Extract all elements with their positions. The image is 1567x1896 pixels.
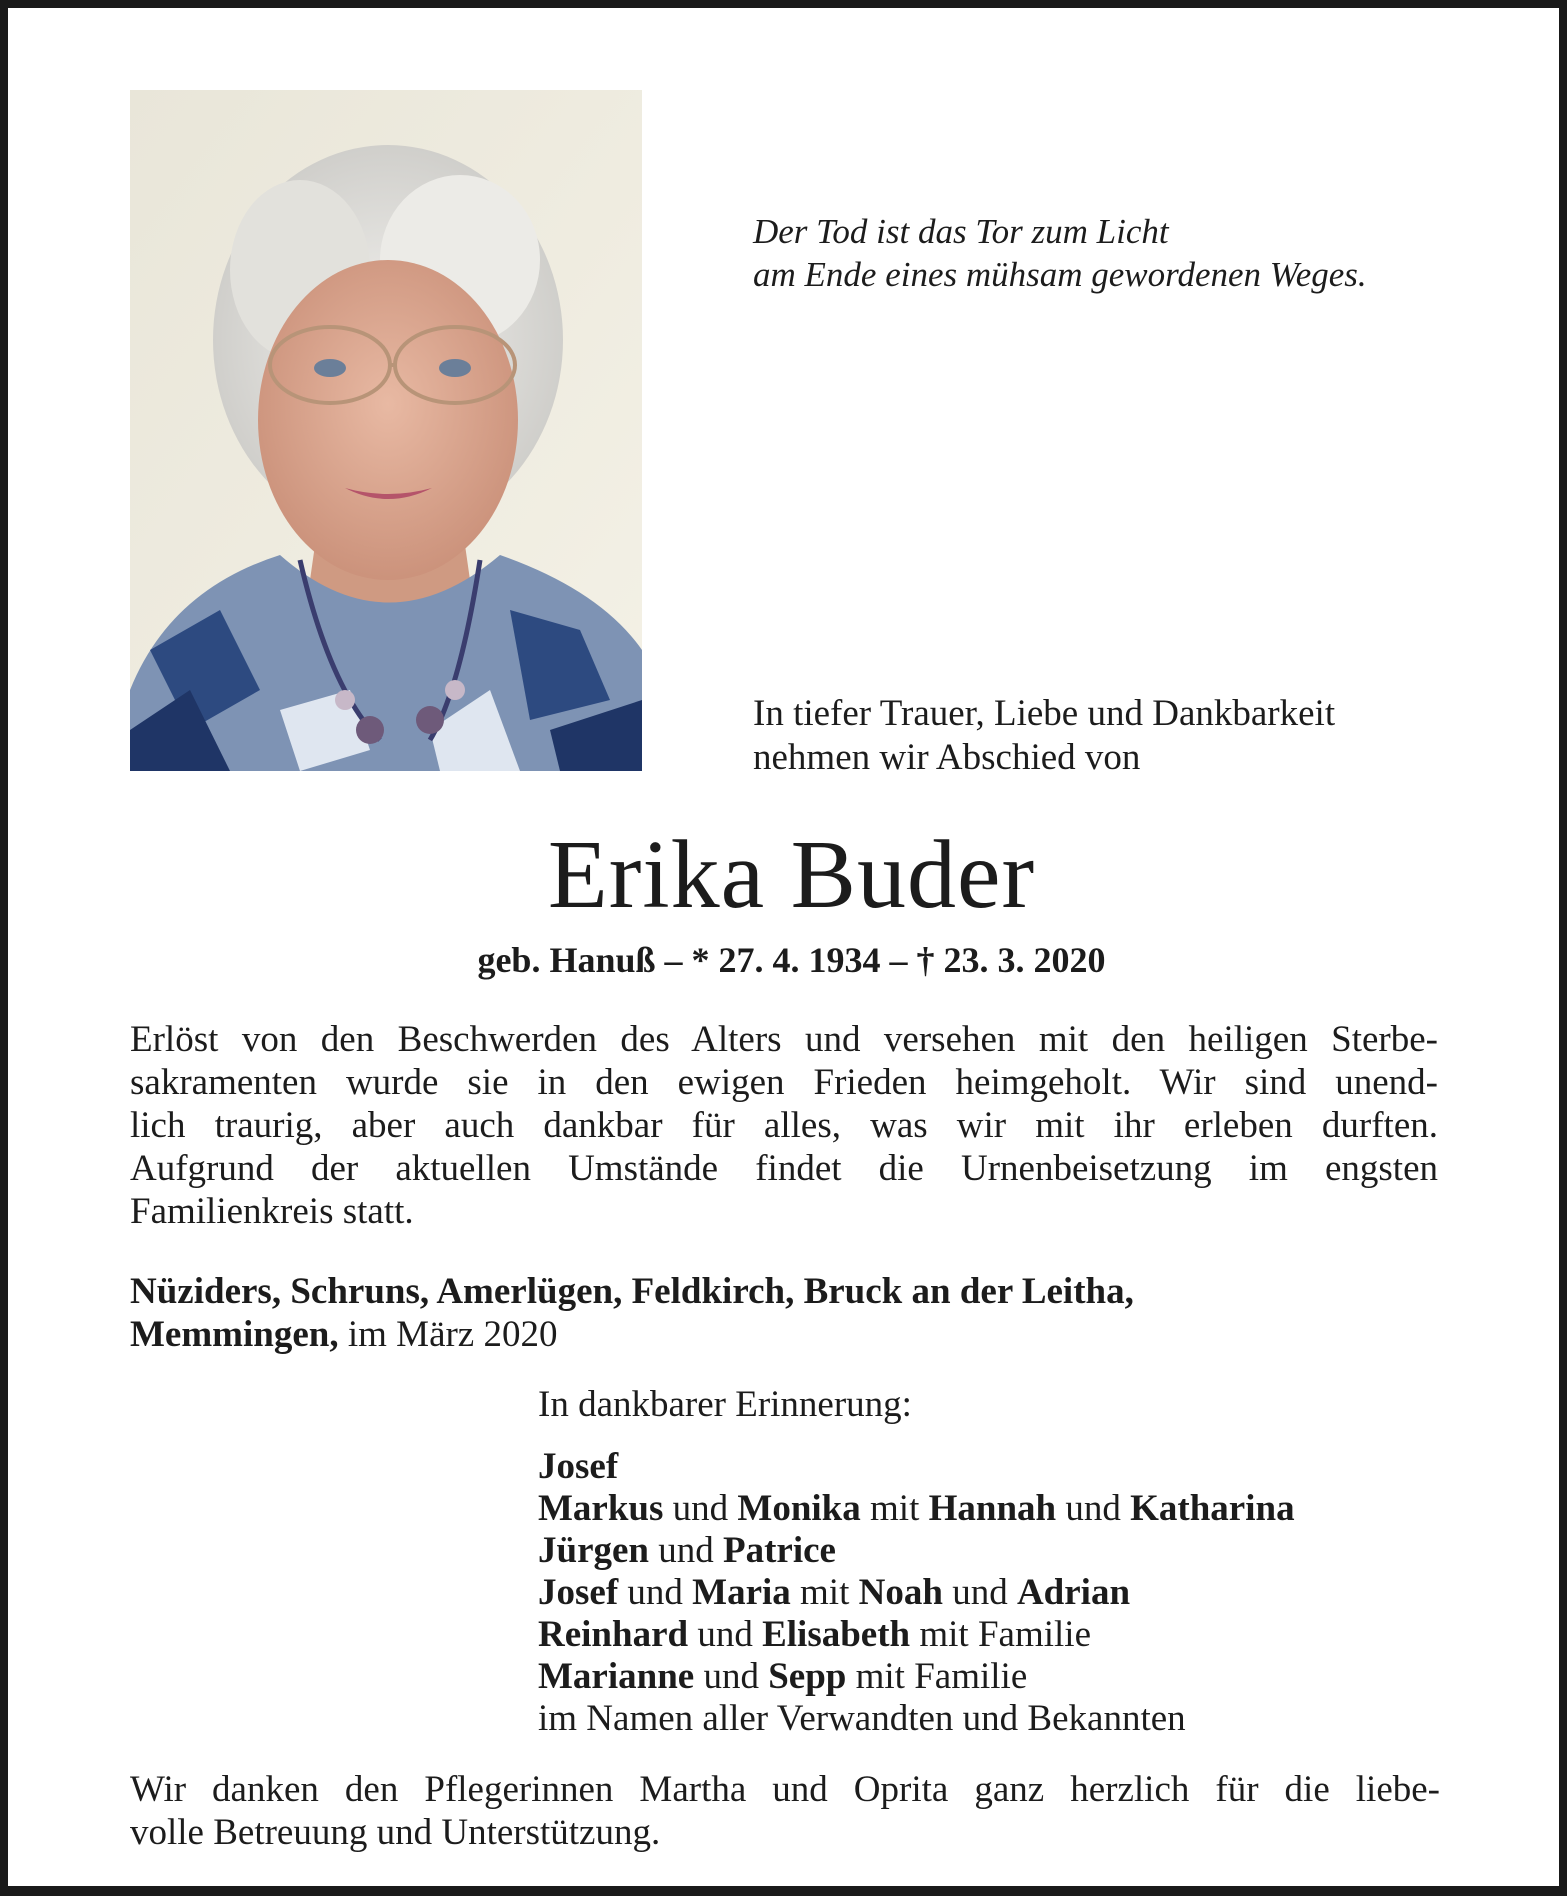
deceased-name: Erika Buder: [547, 821, 1036, 929]
family-connector: mit: [790, 1572, 859, 1613]
intro-text: [753, 692, 1335, 780]
family-list: [538, 1384, 1295, 1740]
family-member: Maria: [692, 1572, 791, 1613]
places-line-1: Nüziders, Schruns, Amerlügen, Feldkirch, Bruck an der Leitha,: [130, 1271, 1134, 1312]
intro-line-2: nehmen wir Abschied von: [753, 737, 1141, 778]
body-line-2: sakramenten wurde sie in den ewigen Frieden heimgeholt. Wir sind unend-: [130, 1062, 1438, 1103]
family-connector: mit Familie: [910, 1614, 1092, 1655]
family-connector: und: [618, 1572, 693, 1613]
motto-line-2: am Ende eines mühsam gewordenen Weges.: [753, 255, 1367, 294]
intro-line-1: In tiefer Trauer, Liebe und Dankbarkeit: [753, 693, 1336, 734]
deceased-dates: geb. Hanuß – * 27. 4. 1934 – † 23. 3. 2020: [477, 940, 1106, 980]
body-line-4: Aufgrund der aktuellen Umstände findet die Urnenbeisetzung im engsten: [130, 1148, 1438, 1189]
family-member: Sepp: [768, 1656, 847, 1697]
family-row-7: im Namen aller Verwandten und Bekannten: [538, 1698, 1186, 1739]
family-member: Elisabeth: [762, 1614, 911, 1655]
body-line-3: lich traurig, aber auch dankbar für alles, was wir mit ihr erleben durften.: [130, 1105, 1438, 1146]
thanks-line-1: Wir danken den Pflegerinnen Martha und Oprita ganz herzlich für die liebe-: [130, 1769, 1440, 1810]
family-member: Adrian: [1016, 1572, 1131, 1613]
body-paragraph: [130, 1018, 1438, 1233]
family-row-1: [538, 1446, 1295, 1488]
family-connector: und: [649, 1530, 723, 1571]
family-row-5: [538, 1614, 1295, 1656]
thanks-line-2: volle Betreuung und Unterstützung.: [130, 1812, 661, 1853]
body-line-5: Familienkreis statt.: [130, 1191, 414, 1232]
family-row-3: [538, 1530, 1295, 1572]
places-and-date: [130, 1270, 1460, 1356]
obituary-page: [8, 8, 1559, 1886]
family-label: In dankbarer Erinnerung:: [538, 1384, 912, 1425]
family-connector: und: [942, 1572, 1017, 1613]
family-row-6: [538, 1656, 1295, 1698]
family-connector: und: [663, 1488, 738, 1529]
family-connector: mit Familie: [846, 1656, 1028, 1697]
places-line-2-date: im März 2020: [338, 1314, 558, 1355]
family-member: Katharina: [1130, 1488, 1295, 1529]
family-row-2: [538, 1488, 1295, 1530]
family-member: Monika: [737, 1488, 861, 1529]
thanks-paragraph: [130, 1768, 1440, 1854]
family-member: Markus: [538, 1488, 664, 1529]
family-member: Josef: [538, 1572, 619, 1613]
motto-line-1: Der Tod ist das Tor zum Licht: [753, 212, 1169, 251]
family-row-4: [538, 1572, 1295, 1614]
family-connector: und: [694, 1656, 769, 1697]
family-member: Reinhard: [538, 1614, 689, 1655]
family-connector: mit: [860, 1488, 929, 1529]
family-connector: und: [1056, 1488, 1131, 1529]
family-member: Jürgen: [538, 1530, 649, 1571]
family-member: Noah: [858, 1572, 943, 1613]
family-connector: und: [688, 1614, 763, 1655]
places-line-2-bold: Memmingen,: [130, 1314, 339, 1355]
body-line-1: Erlöst von den Beschwerden des Alters und versehen mit den heiligen Sterbe-: [130, 1019, 1438, 1060]
portrait-photo: [130, 90, 642, 771]
family-member: Josef: [538, 1446, 619, 1487]
family-member: Hannah: [928, 1488, 1057, 1529]
family-member: Marianne: [538, 1656, 695, 1697]
family-member: Patrice: [723, 1530, 836, 1571]
motto-quote: [753, 210, 1367, 296]
